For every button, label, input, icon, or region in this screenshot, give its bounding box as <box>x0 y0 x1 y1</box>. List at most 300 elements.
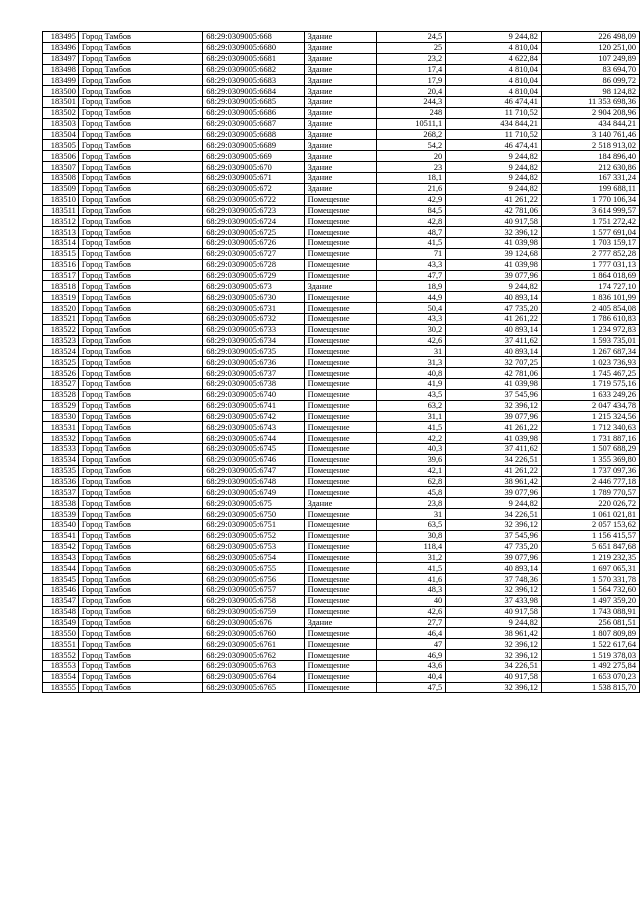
cadastral-number: 68:29:0309005:6725 <box>203 227 304 238</box>
cadastral-value: 1 564 732,60 <box>541 585 639 596</box>
object-type: Помещение <box>304 346 376 357</box>
object-type: Помещение <box>304 541 376 552</box>
unit-cost: 40 893,14 <box>446 563 542 574</box>
table-row <box>43 335 640 346</box>
table-row <box>43 64 640 75</box>
cadastral-value-table <box>42 31 640 693</box>
area-value: 17,9 <box>377 75 446 86</box>
table-row <box>43 292 640 303</box>
city-name: Город Тамбов <box>78 617 202 628</box>
area-value: 41,5 <box>377 422 446 433</box>
cadastral-number: 68:29:0309005:6682 <box>203 64 304 75</box>
area-value: 23 <box>377 162 446 173</box>
table-row <box>43 151 640 162</box>
cadastral-number: 68:29:0309005:6765 <box>203 682 304 693</box>
cadastral-number: 68:29:0309005:6724 <box>203 216 304 227</box>
area-value: 118,4 <box>377 541 446 552</box>
object-type: Здание <box>304 53 376 64</box>
unit-cost: 47 735,20 <box>446 541 542 552</box>
area-value: 62,8 <box>377 476 446 487</box>
row-number: 183509 <box>43 183 79 194</box>
unit-cost: 39 077,96 <box>446 270 542 281</box>
object-type: Помещение <box>304 487 376 498</box>
row-number: 183522 <box>43 324 79 335</box>
city-name: Город Тамбов <box>78 183 202 194</box>
table-row <box>43 140 640 151</box>
cadastral-number: 68:29:0309005:6685 <box>203 97 304 108</box>
cadastral-number: 68:29:0309005:6680 <box>203 42 304 53</box>
cadastral-number: 68:29:0309005:6758 <box>203 595 304 606</box>
cadastral-value: 1 492 275,84 <box>541 660 639 671</box>
cadastral-number: 68:29:0309005:6731 <box>203 303 304 314</box>
cadastral-number: 68:29:0309005:6757 <box>203 585 304 596</box>
cadastral-number: 68:29:0309005:6733 <box>203 324 304 335</box>
table-row <box>43 444 640 455</box>
table-row <box>43 574 640 585</box>
cadastral-number: 68:29:0309005:6722 <box>203 194 304 205</box>
cadastral-value: 11 353 698,36 <box>541 97 639 108</box>
object-type: Помещение <box>304 270 376 281</box>
cadastral-number: 68:29:0309005:6727 <box>203 248 304 259</box>
row-number: 183550 <box>43 628 79 639</box>
city-name: Город Тамбов <box>78 509 202 520</box>
unit-cost: 37 411,62 <box>446 444 542 455</box>
unit-cost: 41 261,22 <box>446 465 542 476</box>
unit-cost: 41 039,98 <box>446 379 542 390</box>
cadastral-value: 1 061 021,81 <box>541 509 639 520</box>
row-number: 183531 <box>43 422 79 433</box>
table-row <box>43 281 640 292</box>
cadastral-value: 3 140 761,46 <box>541 129 639 140</box>
unit-cost: 9 244,82 <box>446 183 542 194</box>
unit-cost: 4 622,84 <box>446 53 542 64</box>
cadastral-value: 1 570 331,78 <box>541 574 639 585</box>
row-number: 183530 <box>43 411 79 422</box>
city-name: Город Тамбов <box>78 42 202 53</box>
cadastral-number: 68:29:0309005:6737 <box>203 368 304 379</box>
cadastral-value: 120 251,00 <box>541 42 639 53</box>
area-value: 31,2 <box>377 552 446 563</box>
unit-cost: 34 226,51 <box>446 509 542 520</box>
cadastral-number: 68:29:0309005:6688 <box>203 129 304 140</box>
object-type: Помещение <box>304 465 376 476</box>
cadastral-value: 256 081,51 <box>541 617 639 628</box>
area-value: 31,3 <box>377 357 446 368</box>
unit-cost: 47 735,20 <box>446 303 542 314</box>
unit-cost: 40 893,14 <box>446 346 542 357</box>
area-value: 50,4 <box>377 303 446 314</box>
object-type: Помещение <box>304 606 376 617</box>
area-value: 25 <box>377 42 446 53</box>
cadastral-value: 1 234 972,83 <box>541 324 639 335</box>
area-value: 40,8 <box>377 368 446 379</box>
unit-cost: 434 844,21 <box>446 118 542 129</box>
unit-cost: 9 244,82 <box>446 172 542 183</box>
row-number: 183514 <box>43 238 79 249</box>
area-value: 268,2 <box>377 129 446 140</box>
area-value: 24,5 <box>377 32 446 43</box>
object-type: Помещение <box>304 259 376 270</box>
area-value: 54,2 <box>377 140 446 151</box>
city-name: Город Тамбов <box>78 411 202 422</box>
object-type: Помещение <box>304 194 376 205</box>
cadastral-value: 174 727,10 <box>541 281 639 292</box>
table-row <box>43 660 640 671</box>
object-type: Помещение <box>304 227 376 238</box>
city-name: Город Тамбов <box>78 346 202 357</box>
row-number: 183555 <box>43 682 79 693</box>
cadastral-number: 68:29:0309005:6747 <box>203 465 304 476</box>
table-row <box>43 216 640 227</box>
object-type: Здание <box>304 172 376 183</box>
cadastral-number: 68:29:0309005:673 <box>203 281 304 292</box>
city-name: Город Тамбов <box>78 563 202 574</box>
table-row <box>43 595 640 606</box>
row-number: 183539 <box>43 509 79 520</box>
cadastral-value: 1 712 340,63 <box>541 422 639 433</box>
cadastral-value: 1 703 159,17 <box>541 238 639 249</box>
table-row <box>43 368 640 379</box>
area-value: 31 <box>377 509 446 520</box>
unit-cost: 32 396,12 <box>446 639 542 650</box>
cadastral-value: 1 653 070,23 <box>541 671 639 682</box>
city-name: Город Тамбов <box>78 530 202 541</box>
row-number: 183536 <box>43 476 79 487</box>
object-type: Помещение <box>304 248 376 259</box>
cadastral-number: 68:29:0309005:668 <box>203 32 304 43</box>
area-value: 10511,1 <box>377 118 446 129</box>
row-number: 183544 <box>43 563 79 574</box>
cadastral-number: 68:29:0309005:676 <box>203 617 304 628</box>
cadastral-value: 83 694,70 <box>541 64 639 75</box>
cadastral-value: 212 630,86 <box>541 162 639 173</box>
table-row <box>43 617 640 628</box>
cadastral-value: 1 267 687,34 <box>541 346 639 357</box>
cadastral-value: 2 446 777,18 <box>541 476 639 487</box>
table-row <box>43 227 640 238</box>
object-type: Помещение <box>304 422 376 433</box>
unit-cost: 39 077,96 <box>446 411 542 422</box>
city-name: Город Тамбов <box>78 368 202 379</box>
table-row <box>43 498 640 509</box>
object-type: Помещение <box>304 660 376 671</box>
table-row <box>43 530 640 541</box>
city-name: Город Тамбов <box>78 454 202 465</box>
row-number: 183546 <box>43 585 79 596</box>
city-name: Город Тамбов <box>78 400 202 411</box>
cadastral-value: 2 777 852,28 <box>541 248 639 259</box>
cadastral-value: 226 498,09 <box>541 32 639 43</box>
cadastral-value: 1 786 610,83 <box>541 313 639 324</box>
area-value: 47,5 <box>377 682 446 693</box>
cadastral-number: 68:29:0309005:6746 <box>203 454 304 465</box>
cadastral-number: 68:29:0309005:6760 <box>203 628 304 639</box>
object-type: Помещение <box>304 400 376 411</box>
row-number: 183525 <box>43 357 79 368</box>
object-type: Помещение <box>304 444 376 455</box>
table-row <box>43 194 640 205</box>
area-value: 43,3 <box>377 259 446 270</box>
unit-cost: 38 961,42 <box>446 628 542 639</box>
city-name: Город Тамбов <box>78 53 202 64</box>
area-value: 42,2 <box>377 433 446 444</box>
area-value: 248 <box>377 107 446 118</box>
table-row <box>43 682 640 693</box>
row-number: 183524 <box>43 346 79 357</box>
cadastral-value: 1 745 467,25 <box>541 368 639 379</box>
row-number: 183523 <box>43 335 79 346</box>
cadastral-number: 68:29:0309005:669 <box>203 151 304 162</box>
object-type: Помещение <box>304 433 376 444</box>
city-name: Город Тамбов <box>78 313 202 324</box>
city-name: Город Тамбов <box>78 270 202 281</box>
city-name: Город Тамбов <box>78 585 202 596</box>
unit-cost: 4 810,04 <box>446 64 542 75</box>
table-row <box>43 32 640 43</box>
area-value: 39,6 <box>377 454 446 465</box>
area-value: 48,3 <box>377 585 446 596</box>
cadastral-number: 68:29:0309005:6751 <box>203 519 304 530</box>
unit-cost: 4 810,04 <box>446 86 542 97</box>
row-number: 183502 <box>43 107 79 118</box>
area-value: 40 <box>377 595 446 606</box>
cadastral-value: 1 731 887,16 <box>541 433 639 444</box>
row-number: 183554 <box>43 671 79 682</box>
cadastral-value: 2 405 854,08 <box>541 303 639 314</box>
cadastral-number: 68:29:0309005:6728 <box>203 259 304 270</box>
table-row <box>43 650 640 661</box>
object-type: Помещение <box>304 368 376 379</box>
cadastral-value: 2 057 153,62 <box>541 519 639 530</box>
table-row <box>43 357 640 368</box>
unit-cost: 40 917,58 <box>446 216 542 227</box>
cadastral-number: 68:29:0309005:6734 <box>203 335 304 346</box>
area-value: 71 <box>377 248 446 259</box>
table-row <box>43 389 640 400</box>
area-value: 244,3 <box>377 97 446 108</box>
unit-cost: 46 474,41 <box>446 97 542 108</box>
unit-cost: 37 545,96 <box>446 530 542 541</box>
object-type: Здание <box>304 183 376 194</box>
area-value: 43,6 <box>377 660 446 671</box>
row-number: 183516 <box>43 259 79 270</box>
object-type: Здание <box>304 42 376 53</box>
unit-cost: 39 124,68 <box>446 248 542 259</box>
table-row <box>43 118 640 129</box>
city-name: Город Тамбов <box>78 64 202 75</box>
row-number: 183552 <box>43 650 79 661</box>
unit-cost: 40 893,14 <box>446 324 542 335</box>
area-value: 31 <box>377 346 446 357</box>
unit-cost: 41 261,22 <box>446 422 542 433</box>
area-value: 47,7 <box>377 270 446 281</box>
unit-cost: 32 707,25 <box>446 357 542 368</box>
row-number: 183549 <box>43 617 79 628</box>
area-value: 63,5 <box>377 519 446 530</box>
row-number: 183517 <box>43 270 79 281</box>
area-value: 20,4 <box>377 86 446 97</box>
area-value: 41,6 <box>377 574 446 585</box>
row-number: 183540 <box>43 519 79 530</box>
object-type: Здание <box>304 281 376 292</box>
cadastral-value: 1 538 815,70 <box>541 682 639 693</box>
city-name: Город Тамбов <box>78 433 202 444</box>
table-row <box>43 400 640 411</box>
object-type: Помещение <box>304 357 376 368</box>
unit-cost: 40 917,58 <box>446 606 542 617</box>
object-type: Помещение <box>304 303 376 314</box>
cadastral-number: 68:29:0309005:6756 <box>203 574 304 585</box>
cadastral-value: 167 331,24 <box>541 172 639 183</box>
city-name: Город Тамбов <box>78 118 202 129</box>
cadastral-value: 1 519 378,03 <box>541 650 639 661</box>
object-type: Здание <box>304 151 376 162</box>
table-row <box>43 162 640 173</box>
row-number: 183542 <box>43 541 79 552</box>
cadastral-value: 1 719 575,16 <box>541 379 639 390</box>
row-number: 183497 <box>43 53 79 64</box>
cadastral-value: 1 807 809,89 <box>541 628 639 639</box>
unit-cost: 9 244,82 <box>446 162 542 173</box>
city-name: Город Тамбов <box>78 519 202 530</box>
area-value: 31,1 <box>377 411 446 422</box>
city-name: Город Тамбов <box>78 476 202 487</box>
cadastral-number: 68:29:0309005:6762 <box>203 650 304 661</box>
table-row <box>43 270 640 281</box>
object-type: Здание <box>304 129 376 140</box>
city-name: Город Тамбов <box>78 660 202 671</box>
cadastral-number: 68:29:0309005:6740 <box>203 389 304 400</box>
cadastral-number: 68:29:0309005:6736 <box>203 357 304 368</box>
object-type: Помещение <box>304 389 376 400</box>
cadastral-value: 1 156 415,57 <box>541 530 639 541</box>
table-row <box>43 563 640 574</box>
table-row <box>43 313 640 324</box>
city-name: Город Тамбов <box>78 541 202 552</box>
area-value: 46,4 <box>377 628 446 639</box>
unit-cost: 9 244,82 <box>446 151 542 162</box>
table-row <box>43 86 640 97</box>
object-type: Здание <box>304 86 376 97</box>
area-value: 40,4 <box>377 671 446 682</box>
cadastral-value: 1 593 735,01 <box>541 335 639 346</box>
object-type: Здание <box>304 75 376 86</box>
cadastral-number: 68:29:0309005:6738 <box>203 379 304 390</box>
unit-cost: 32 396,12 <box>446 585 542 596</box>
city-name: Город Тамбов <box>78 487 202 498</box>
area-value: 40,3 <box>377 444 446 455</box>
table-row <box>43 541 640 552</box>
cadastral-number: 68:29:0309005:6732 <box>203 313 304 324</box>
cadastral-number: 68:29:0309005:6726 <box>203 238 304 249</box>
cadastral-number: 68:29:0309005:675 <box>203 498 304 509</box>
area-value: 46,9 <box>377 650 446 661</box>
row-number: 183515 <box>43 248 79 259</box>
cadastral-value: 434 844,21 <box>541 118 639 129</box>
city-name: Город Тамбов <box>78 162 202 173</box>
cadastral-number: 68:29:0309005:6755 <box>203 563 304 574</box>
city-name: Город Тамбов <box>78 389 202 400</box>
cadastral-value: 1 507 688,29 <box>541 444 639 455</box>
object-type: Помещение <box>304 639 376 650</box>
city-name: Город Тамбов <box>78 444 202 455</box>
table-row <box>43 639 640 650</box>
table-row <box>43 75 640 86</box>
row-number: 183534 <box>43 454 79 465</box>
cadastral-number: 68:29:0309005:6744 <box>203 433 304 444</box>
unit-cost: 32 396,12 <box>446 400 542 411</box>
cadastral-value: 1 633 249,26 <box>541 389 639 400</box>
table-row <box>43 585 640 596</box>
row-number: 183506 <box>43 151 79 162</box>
city-name: Город Тамбов <box>78 216 202 227</box>
table-row <box>43 552 640 563</box>
object-type: Помещение <box>304 476 376 487</box>
row-number: 183527 <box>43 379 79 390</box>
area-value: 47 <box>377 639 446 650</box>
object-type: Помещение <box>304 335 376 346</box>
city-name: Город Тамбов <box>78 639 202 650</box>
city-name: Город Тамбов <box>78 238 202 249</box>
unit-cost: 42 781,06 <box>446 368 542 379</box>
unit-cost: 39 077,96 <box>446 552 542 563</box>
table-row <box>43 454 640 465</box>
object-type: Помещение <box>304 628 376 639</box>
area-value: 48,7 <box>377 227 446 238</box>
object-type: Помещение <box>304 650 376 661</box>
table-row <box>43 628 640 639</box>
object-type: Здание <box>304 498 376 509</box>
object-type: Помещение <box>304 519 376 530</box>
area-value: 63,2 <box>377 400 446 411</box>
table-row <box>43 346 640 357</box>
city-name: Город Тамбов <box>78 205 202 216</box>
object-type: Здание <box>304 118 376 129</box>
table-row <box>43 433 640 444</box>
row-number: 183498 <box>43 64 79 75</box>
area-value: 41,9 <box>377 379 446 390</box>
unit-cost: 37 411,62 <box>446 335 542 346</box>
city-name: Город Тамбов <box>78 595 202 606</box>
cadastral-number: 68:29:0309005:6730 <box>203 292 304 303</box>
object-type: Здание <box>304 162 376 173</box>
area-value: 30,8 <box>377 530 446 541</box>
row-number: 183495 <box>43 32 79 43</box>
unit-cost: 9 244,82 <box>446 617 542 628</box>
city-name: Город Тамбов <box>78 86 202 97</box>
unit-cost: 41 039,98 <box>446 238 542 249</box>
city-name: Город Тамбов <box>78 107 202 118</box>
cadastral-value: 2 518 913,02 <box>541 140 639 151</box>
row-number: 183521 <box>43 313 79 324</box>
area-value: 41,5 <box>377 238 446 249</box>
area-value: 41,5 <box>377 563 446 574</box>
city-name: Город Тамбов <box>78 248 202 259</box>
row-number: 183512 <box>43 216 79 227</box>
city-name: Город Тамбов <box>78 379 202 390</box>
table-row <box>43 476 640 487</box>
area-value: 27,7 <box>377 617 446 628</box>
row-number: 183503 <box>43 118 79 129</box>
cadastral-number: 68:29:0309005:671 <box>203 172 304 183</box>
unit-cost: 4 810,04 <box>446 42 542 53</box>
cadastral-number: 68:29:0309005:6684 <box>203 86 304 97</box>
cadastral-value: 98 124,82 <box>541 86 639 97</box>
city-name: Город Тамбов <box>78 172 202 183</box>
row-number: 183529 <box>43 400 79 411</box>
city-name: Город Тамбов <box>78 574 202 585</box>
table-row <box>43 303 640 314</box>
